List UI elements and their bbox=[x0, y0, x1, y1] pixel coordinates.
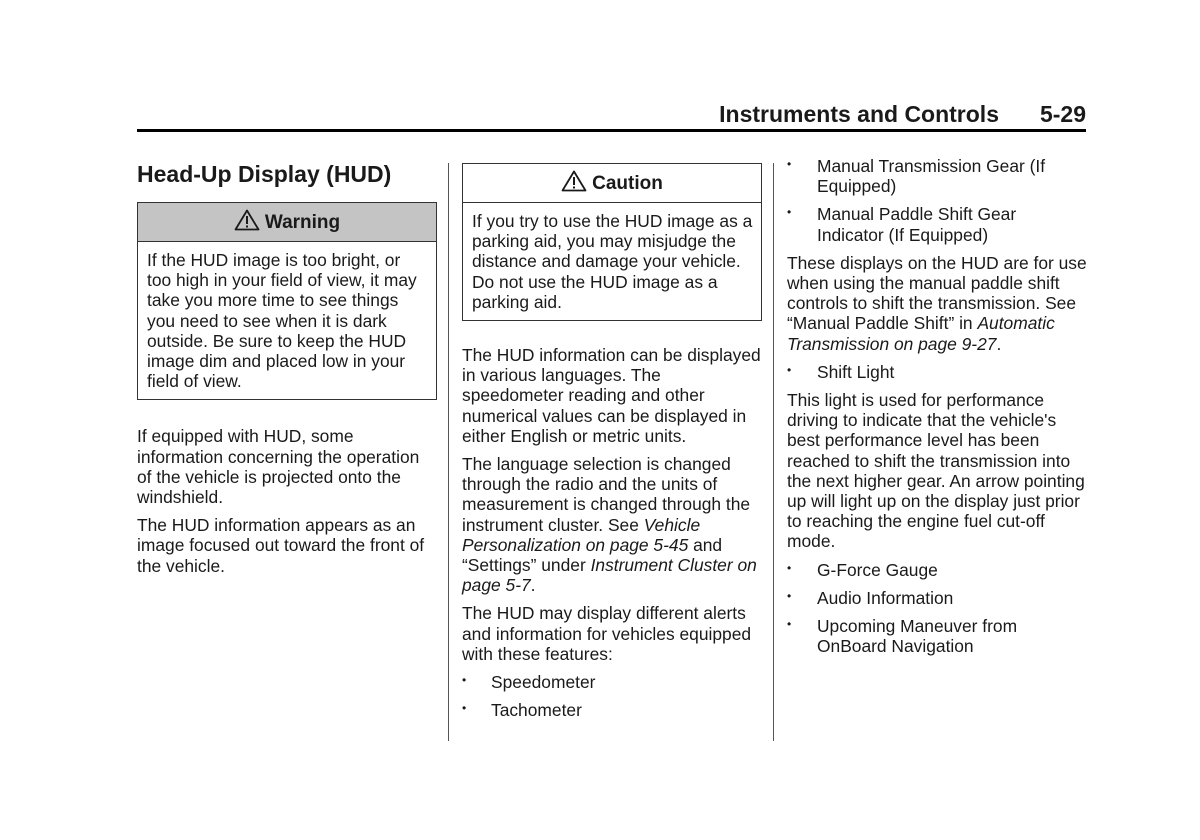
page-header bbox=[137, 101, 1086, 132]
warning-title bbox=[138, 203, 436, 242]
text: and “Settings” under bbox=[462, 534, 723, 576]
column-divider bbox=[448, 163, 449, 741]
column-right bbox=[787, 156, 1087, 664]
column-divider bbox=[773, 163, 774, 741]
feature-list bbox=[462, 672, 762, 720]
column-middle bbox=[462, 163, 762, 728]
list-item-text: Manual Paddle Shift Gear Indicator (If Equipped) bbox=[817, 204, 1017, 245]
bullet: • bbox=[787, 362, 792, 377]
warning-triangle-icon bbox=[234, 209, 260, 231]
text: These displays on the HUD are for use when using the manual paddle shift controls to shift the transmission. See “Manual Paddle Shift” in bbox=[787, 252, 1087, 334]
bullet: • bbox=[462, 701, 467, 716]
list-item-text: Audio Information bbox=[817, 587, 954, 608]
list-item bbox=[787, 588, 1087, 608]
feature-list bbox=[787, 362, 1087, 382]
bullet: • bbox=[787, 560, 792, 575]
text: . bbox=[996, 333, 1002, 354]
list-item-description bbox=[787, 253, 1087, 354]
list-item bbox=[787, 156, 1087, 196]
list-item bbox=[462, 700, 762, 720]
list-item bbox=[787, 204, 1087, 244]
list-item-description: This light is used for performance driving to indicate that the vehicle's best performance level has been reached to shift the transmission into the next higher gear. An arrow pointing up will light up on the display just prior to reaching the engine fuel cut-off mode. bbox=[787, 390, 1085, 552]
bullet: • bbox=[787, 588, 792, 603]
list-item bbox=[787, 616, 1087, 656]
bullet: • bbox=[787, 617, 792, 632]
list-item bbox=[787, 560, 1087, 580]
feature-list bbox=[787, 156, 1087, 245]
list-item bbox=[787, 362, 1087, 382]
caution-body: If you try to use the HUD image as a parking aid, you may misjudge the distance and damage your vehicle. Do not use the HUD image as a parking aid. bbox=[472, 211, 753, 312]
cross-reference-link: Automatic Transmission on page 9-27 bbox=[787, 313, 1055, 354]
paragraph bbox=[462, 454, 762, 595]
paragraph: If equipped with HUD, some information concerning the operation of the vehicle is projected onto the windshield. bbox=[137, 426, 420, 508]
section-title: Instruments and Controls bbox=[719, 101, 999, 127]
page-heading: Head-Up Display (HUD) bbox=[137, 161, 392, 187]
caution-label: Caution bbox=[592, 173, 663, 194]
list-item-text: G-Force Gauge bbox=[817, 559, 938, 580]
list-item bbox=[462, 672, 762, 692]
list-item-text: Tachometer bbox=[491, 700, 582, 721]
text: The language selection is changed through the radio and the units of measurement is changed through the instrument cluster. See bbox=[462, 454, 751, 535]
feature-list bbox=[787, 560, 1087, 657]
paragraph: The HUD information appears as an image focused out toward the front of the vehicle. bbox=[137, 515, 425, 576]
cross-reference-link: Instrument Cluster on page 5-7 bbox=[462, 555, 757, 596]
page-number: 5-29 bbox=[1039, 101, 1086, 127]
paragraph: The HUD information can be displayed in various languages. The speedometer reading and other numerical values can be displayed in either English or metric units. bbox=[462, 345, 761, 446]
bullet: • bbox=[462, 673, 467, 688]
warning-label: Warning bbox=[264, 212, 341, 233]
bullet: • bbox=[787, 205, 792, 220]
caution-title bbox=[463, 164, 761, 203]
column-left bbox=[137, 160, 437, 584]
text: . bbox=[530, 575, 536, 596]
list-item-text: Upcoming Maneuver from OnBoard Navigation bbox=[817, 616, 1018, 657]
warning-box bbox=[137, 202, 437, 400]
list-item-text: Speedometer bbox=[491, 672, 596, 693]
paragraph: The HUD may display different alerts and information for vehicles equipped with these features: bbox=[462, 603, 752, 664]
cross-reference-link: Vehicle Personalization on page 5-45 bbox=[462, 514, 701, 555]
caution-box bbox=[462, 163, 762, 321]
warning-body: If the HUD image is too bright, or too high in your field of view, it may take you more time to see things you need to see when it is dark outside. Be sure to keep the HUD image dim and placed low in your field of view. bbox=[147, 250, 417, 392]
warning-triangle-icon bbox=[561, 170, 587, 192]
list-item-text: Manual Transmission Gear (If Equipped) bbox=[817, 156, 1046, 197]
bullet: • bbox=[787, 157, 792, 171]
list-item-text: Shift Light bbox=[817, 361, 895, 382]
